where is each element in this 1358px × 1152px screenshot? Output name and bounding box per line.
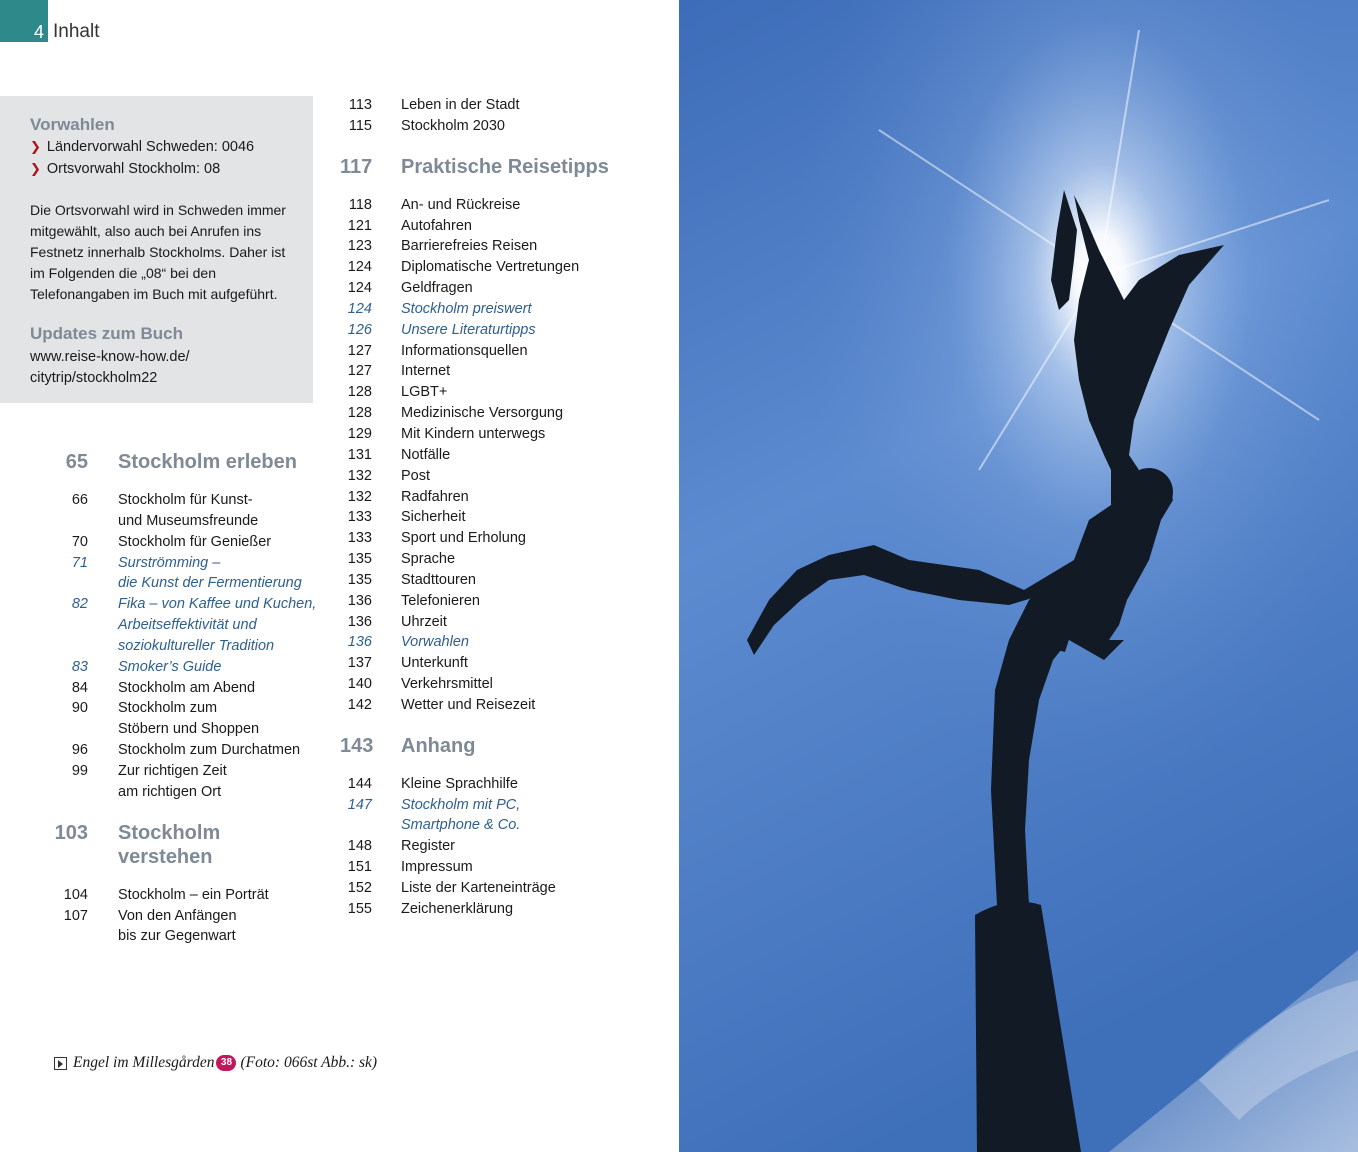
toc-entry[interactable] (340, 487, 631, 508)
toc-entry[interactable] (340, 549, 631, 570)
toc-entry[interactable] (340, 382, 631, 403)
toc-entry[interactable] (340, 403, 631, 424)
toc-entry[interactable] (340, 695, 631, 716)
toc-page-number: 99 (71, 762, 88, 779)
toc-entry-title: Von den Anfängen (118, 907, 237, 924)
toc-section-heading[interactable] (50, 450, 318, 474)
toc-page-number: 148 (347, 838, 372, 855)
toc-section-title: Stockholm erleben (118, 451, 297, 473)
toc-entry-title: Vorwahlen (401, 634, 469, 651)
toc-entry-title: und Museumsfreunde (118, 512, 259, 529)
toc-page-number: 96 (71, 742, 88, 759)
toc-entry-title: Kleine Sprachhilfe (401, 775, 518, 792)
toc-section-number: 117 (340, 155, 373, 178)
toc-entry[interactable] (340, 445, 631, 466)
page-title: Inhalt (53, 21, 100, 42)
toc-entry-title: Smartphone & Co. (401, 817, 521, 834)
map-reference-badge: 38 (216, 1055, 236, 1071)
toc-entry-title: Informationsquellen (401, 342, 528, 359)
toc-entry[interactable] (340, 95, 631, 116)
toc-entry[interactable] (50, 782, 318, 803)
toc-entry[interactable] (340, 674, 631, 695)
toc-entry[interactable] (340, 299, 631, 320)
toc-page-number: 124 (347, 280, 372, 297)
toc-section-title: Stockholm verstehen (118, 821, 221, 868)
toc-left-column (50, 450, 318, 947)
toc-page-number: 135 (347, 551, 372, 568)
toc-page-number: 129 (347, 425, 372, 442)
toc-entry[interactable] (50, 615, 318, 636)
info-bullet-city (30, 158, 299, 180)
toc-entry-title: An- und Rückreise (401, 196, 521, 213)
toc-section-heading[interactable] (340, 734, 631, 758)
bullet-label: Ortsvorwahl Stockholm: (46, 161, 201, 177)
toc-entry-title: Sicherheit (401, 509, 466, 526)
toc-entry-title: Liste der Karteneinträge (401, 880, 556, 896)
toc-entry-title: Arbeitseffektivität und (118, 617, 257, 634)
toc-page-number: 132 (347, 467, 372, 484)
toc-page-number: 132 (347, 488, 372, 505)
url-line: citytrip/stockholm22 (30, 370, 158, 386)
toc-page-number: 133 (347, 530, 372, 547)
toc-entry[interactable] (340, 257, 631, 278)
toc-section-heading[interactable] (340, 155, 631, 179)
toc-entry[interactable] (340, 653, 631, 674)
toc-entry-title: Stockholm zum (118, 700, 218, 717)
toc-entry-title: Telefonieren (401, 592, 480, 609)
toc-entry[interactable] (50, 594, 318, 615)
toc-entry-title: Stockholm 2030 (401, 117, 505, 134)
toc-entry-title: die Kunst der Fermentierung (118, 575, 302, 592)
toc-entry-title: LGBT+ (401, 384, 448, 401)
toc-page-number: 113 (348, 97, 372, 113)
photo-image (679, 0, 1358, 1152)
toc-entry[interactable] (50, 678, 318, 699)
toc-page-number: 127 (347, 342, 372, 359)
toc-entry[interactable] (50, 657, 318, 678)
toc-entry[interactable] (50, 740, 318, 761)
toc-entry-title: Autofahren (401, 217, 472, 234)
info-title-vorwahlen: Vorwahlen (30, 115, 115, 134)
page-number: 4 (34, 22, 45, 42)
toc-entry[interactable] (50, 885, 318, 906)
toc-page-number: 140 (347, 676, 372, 693)
toc-right-column (340, 95, 631, 920)
toc-entry-title: Geldfragen (401, 280, 473, 297)
toc-entry-title: Register (401, 838, 455, 855)
toc-entry-title: Leben in der Stadt (401, 97, 520, 113)
info-url[interactable] (30, 347, 299, 389)
toc-entry-title: Radfahren (401, 488, 469, 505)
toc-entry-title: Medizinische Versorgung (401, 405, 564, 422)
toc-section-title: Praktische Reisetipps (401, 155, 609, 178)
toc-entry-title: Zur richtigen Zeit (118, 762, 227, 779)
toc-page-number (50, 636, 88, 657)
toc-page-number: 147 (347, 796, 372, 813)
toc-entry[interactable] (50, 573, 318, 594)
toc-entry-title: Stockholm preiswert (401, 300, 532, 317)
toc-page-number: 84 (71, 679, 88, 696)
toc-entry-title: Stadttouren (401, 571, 476, 588)
toc-entry-title: Unsere Literaturtipps (401, 321, 536, 338)
toc-entry[interactable] (340, 236, 631, 257)
chevron-right-icon: ❯ (30, 139, 41, 154)
toc-page-number: 115 (348, 117, 372, 134)
toc-entry[interactable] (340, 815, 631, 836)
toc-entry-title: Post (401, 467, 431, 484)
toc-entry-title: bis zur Gegenwart (118, 928, 236, 945)
toc-entry-title: soziokultureller Tradition (118, 637, 275, 654)
toc-entry[interactable] (340, 341, 631, 362)
toc-section-number: 103 (54, 821, 88, 844)
toc-entry[interactable] (340, 528, 631, 549)
toc-entry-title: Fika – von Kaffee und Kuchen, (118, 596, 317, 613)
toc-entry[interactable] (50, 532, 318, 553)
toc-entry-title: Verkehrsmittel (401, 676, 493, 693)
toc-entry[interactable] (50, 926, 318, 947)
toc-section-title: Anhang (401, 734, 476, 757)
toc-page-number (50, 615, 88, 636)
toc-page-number (340, 815, 372, 836)
toc-entry[interactable] (340, 591, 631, 612)
toc-page-number: 82 (71, 596, 88, 613)
toc-entry-title: Zeichenerklärung (401, 900, 514, 917)
bullet-label: Ländervorwahl Schweden: (46, 139, 218, 155)
toc-entry[interactable] (340, 216, 631, 237)
toc-entry-title: Mit Kindern unterwegs (401, 425, 546, 442)
toc-page-number: 152 (347, 880, 372, 896)
toc-page-number (50, 511, 88, 532)
toc-entry-title: Wetter und Reisezeit (401, 696, 536, 713)
toc-page-number: 124 (347, 300, 372, 317)
toc-entry-title: Unterkunft (401, 655, 468, 672)
toc-entry[interactable] (340, 320, 631, 341)
toc-entry[interactable] (340, 857, 631, 878)
toc-section-number: 65 (65, 451, 88, 473)
toc-entry[interactable] (340, 899, 631, 920)
toc-page-number: 131 (347, 446, 372, 463)
angel-statue-photo (679, 0, 1358, 1152)
toc-entry[interactable] (50, 761, 318, 782)
url-line: www.reise-know-how.de/ (30, 349, 190, 365)
toc-entry[interactable] (340, 424, 631, 445)
toc-page-number: 128 (347, 384, 372, 401)
info-paragraph: Die Ortsvorwahl wird in Schweden immer mitgewählt, also auch bei Anrufen ins Festnetz innerhalb Stockholms. Daher ist im Folgenden die „08“ bei den Telefonangaben im Buch mit aufgeführt. (30, 202, 286, 302)
photo-caption (54, 1054, 377, 1072)
toc-page-number (50, 573, 88, 594)
toc-entry-title: Stockholm für Kunst- (118, 492, 253, 508)
toc-page-number: 70 (71, 533, 88, 550)
toc-entry[interactable] (340, 836, 631, 857)
toc-entry[interactable] (340, 612, 631, 633)
toc-section-number: 143 (340, 734, 374, 757)
info-title-updates: Updates zum Buch (30, 324, 184, 343)
toc-entry-title: Uhrzeit (401, 613, 447, 630)
toc-entry-title: Stockholm am Abend (118, 679, 256, 696)
toc-page-number: 127 (347, 363, 372, 380)
toc-page-number: 124 (347, 259, 372, 276)
toc-page-number (50, 926, 88, 947)
toc-page-number: 136 (347, 634, 372, 651)
toc-entry[interactable] (340, 466, 631, 487)
toc-entry[interactable] (340, 878, 631, 899)
toc-entry-title: Sprache (401, 551, 456, 568)
toc-page-number: 133 (347, 509, 372, 526)
toc-page-number: 66 (71, 492, 88, 508)
toc-entry-title: Smoker’s Guide (118, 658, 222, 675)
toc-entry-title: Impressum (401, 859, 473, 876)
toc-entry[interactable] (340, 795, 631, 816)
toc-entry[interactable] (340, 278, 631, 299)
toc-page-number: 121 (347, 217, 372, 234)
caption-text: Engel im Millesgården (73, 1054, 215, 1071)
caption-credit: (Foto: 066st Abb.: sk) (240, 1054, 378, 1071)
toc-entry-title: Diplomatische Vertretungen (401, 259, 580, 276)
toc-entry-title: Stöbern und Shoppen (118, 721, 260, 738)
bullet-value: 08 (200, 161, 221, 177)
toc-page-number: 144 (347, 775, 372, 792)
toc-entry-title: Stockholm mit PC, (401, 796, 521, 813)
info-bullet-country (30, 136, 299, 158)
toc-page-number: 151 (347, 859, 372, 876)
toc-page-number: 90 (71, 700, 88, 717)
info-box (0, 96, 313, 403)
toc-page-number: 83 (71, 658, 88, 675)
toc-page-number: 136 (347, 613, 372, 630)
toc-entry-title: Notfälle (401, 446, 451, 463)
toc-entry-title: Stockholm für Genießer (118, 533, 272, 550)
toc-page-number: 104 (63, 886, 88, 903)
toc-entry-title: Stockholm – ein Porträt (118, 886, 269, 903)
toc-entry[interactable] (50, 553, 318, 574)
toc-entry-title: Internet (401, 363, 451, 380)
toc-page-number: 118 (348, 196, 372, 213)
toc-entry[interactable] (50, 906, 318, 927)
toc-entry[interactable] (340, 195, 631, 216)
toc-page-number: 135 (347, 571, 372, 588)
toc-page-number: 107 (63, 907, 88, 924)
toc-entry[interactable] (340, 774, 631, 795)
toc-entry-title: Surströmming – (118, 554, 221, 571)
toc-page-number (50, 719, 88, 740)
caption-arrow-icon (54, 1057, 67, 1070)
toc-entry[interactable] (50, 719, 318, 740)
toc-entry[interactable] (50, 490, 318, 511)
toc-entry[interactable] (50, 636, 318, 657)
toc-page-number: 71 (71, 554, 88, 571)
toc-entry-title: am richtigen Ort (118, 783, 222, 800)
toc-page-number: 128 (347, 405, 372, 422)
toc-entry[interactable] (340, 361, 631, 382)
toc-page-number: 137 (347, 655, 372, 672)
toc-entry[interactable] (340, 632, 631, 653)
toc-entry-title: Sport und Erholung (401, 530, 526, 547)
toc-section-heading[interactable] (50, 821, 318, 869)
toc-page-number: 123 (347, 238, 372, 255)
toc-entry[interactable] (340, 507, 631, 528)
toc-page-number: 155 (347, 900, 372, 917)
toc-page-number (50, 782, 88, 803)
toc-entry[interactable] (50, 698, 318, 719)
toc-page-number: 126 (347, 321, 372, 338)
toc-entry[interactable] (340, 116, 631, 137)
toc-entry-title: Barrierefreies Reisen (401, 238, 538, 255)
toc-page-number: 142 (347, 696, 372, 713)
toc-entry[interactable] (340, 570, 631, 591)
toc-page-number: 136 (347, 592, 372, 609)
toc-entry[interactable] (50, 511, 318, 532)
bullet-value: 0046 (217, 139, 255, 155)
chevron-right-icon: ❯ (30, 161, 41, 176)
toc-entry-title: Stockholm zum Durchatmen (118, 742, 301, 759)
